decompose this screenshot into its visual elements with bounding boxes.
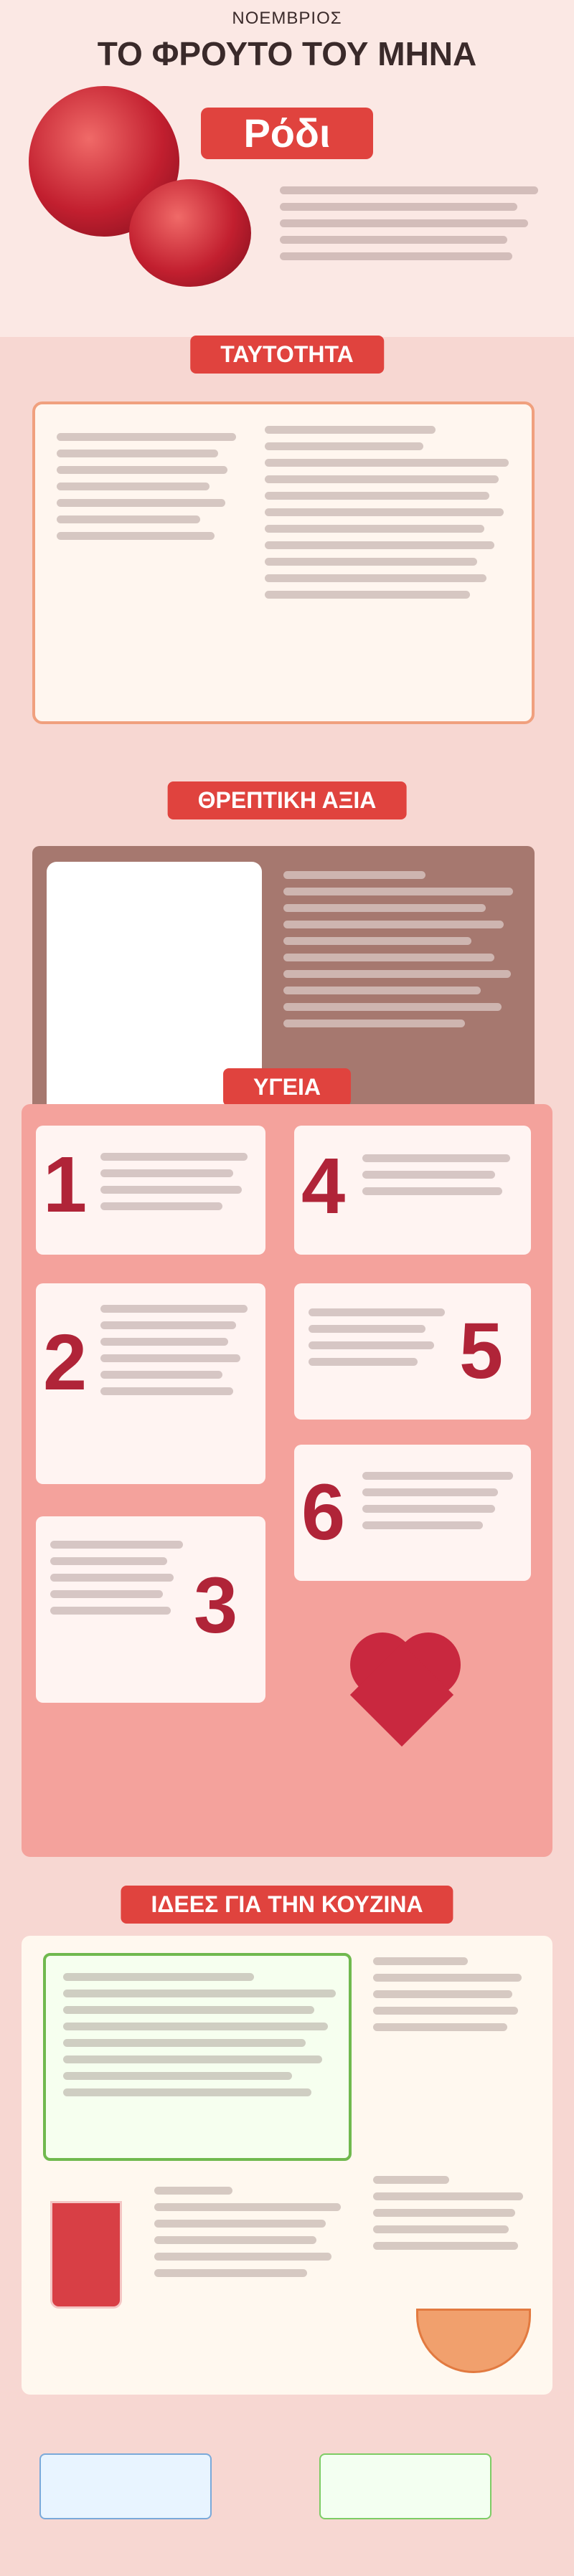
identity-left-placeholder [57, 433, 236, 548]
pharmacy-logo [39, 2453, 212, 2519]
identity-card [32, 401, 535, 724]
section-title-nutrition: ΘΡΕΠΤΙΚΗ ΑΞΙΑ [168, 781, 407, 819]
health-number-6: 6 [301, 1468, 346, 1556]
health-number-4: 4 [301, 1142, 346, 1230]
kitchen-panel [22, 1936, 552, 2395]
fruit-name-banner: Ρόδι [201, 108, 373, 159]
identity-right-placeholder [265, 426, 509, 607]
kitchen-lower-right-placeholder [373, 2176, 531, 2258]
nutrition-facts-placeholder [60, 879, 239, 1011]
kitchen-lower-left-placeholder [154, 2187, 341, 2286]
health-number-1: 1 [43, 1141, 88, 1229]
section-title-identity: ΤΑΥΤΟΤΗΤΑ [190, 336, 384, 374]
nutrition-side-placeholder [283, 871, 513, 1036]
health-panel [22, 1104, 552, 1857]
health-item-4 [294, 1126, 531, 1255]
footer [0, 2416, 574, 2576]
section-title-kitchen: ΙΔΕΕΣ ΓΙΑ ΤΗΝ ΚΟΥΖΙΝΑ [121, 1886, 453, 1924]
heart-illustration [330, 1617, 474, 1753]
health-item-3 [36, 1516, 265, 1703]
partner-logo [319, 2453, 491, 2519]
health-number-2: 2 [43, 1318, 88, 1407]
intro-text-placeholder [280, 186, 538, 269]
drink-glass-illustration [50, 2201, 122, 2309]
kitchen-steps-box [43, 1953, 352, 2161]
page-title: ΤΟ ΦΡΟΥΤΟ ΤΟΥ ΜΗΝΑ [97, 35, 477, 72]
health-item-1 [36, 1126, 265, 1255]
health-item-2 [36, 1283, 265, 1484]
month-kicker: ΝΟΕΜΒΡΙΟΣ [232, 9, 342, 28]
health-item-6 [294, 1445, 531, 1581]
section-title-health: ΥΓΕΙΑ [223, 1068, 351, 1106]
bowl-illustration [416, 2309, 531, 2373]
health-number-5: 5 [459, 1307, 504, 1395]
pomegranate-half-illustration [129, 179, 251, 287]
health-item-5 [294, 1283, 531, 1420]
health-number-3: 3 [194, 1562, 238, 1650]
kitchen-side-placeholder [373, 1957, 531, 2040]
